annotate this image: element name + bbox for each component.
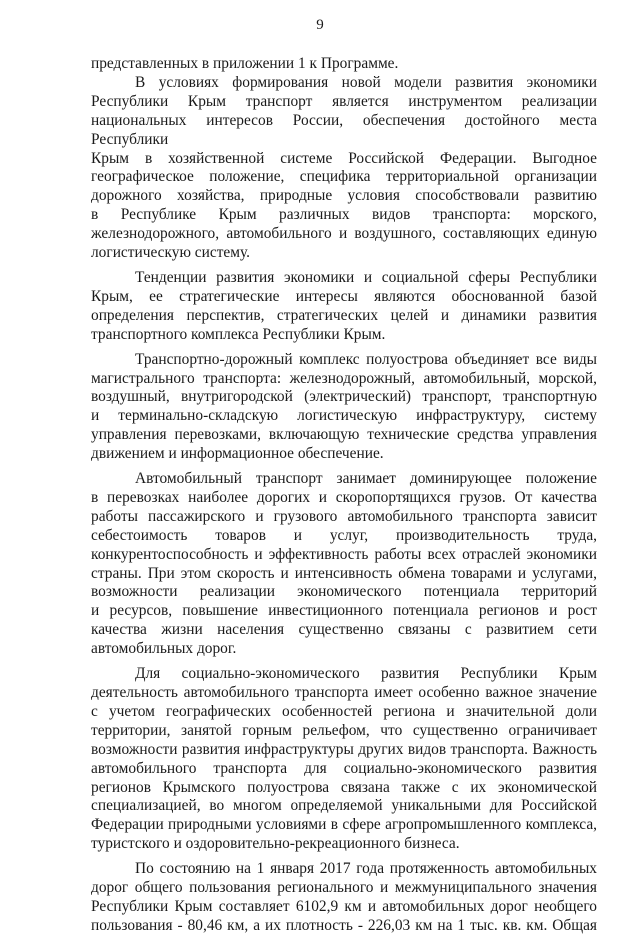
text-line: дорог общего пользования регионального и межмуниципального значения [91,879,597,897]
text-line: пользования - 80,46 км, а их плотность - 226,03 км на 1 тыс. кв. км. Общая [91,916,597,934]
text-line: воздушный, внутригородской (электрический) транспорт, транспортную [91,388,597,406]
text-line: определения перспектив, стратегических целей и динамики развития [91,306,597,324]
text-line: железнодорожного, автомобильного и воздушного, составляющих единую [91,225,597,243]
text-line: специализацией, во многом определяемой уникальными для Российской [91,797,597,815]
text-line: Автомобильный транспорт занимает доминирующее положение [135,470,597,488]
text-line: себестоимость товаров и услуг, производительность труда, [91,526,597,544]
text-line: Тенденции развития экономики и социальной сферы Республики [135,268,597,286]
text-line: и ресурсов, повышение инвестиционного потенциала регионов и рост [91,602,597,620]
text-line: Республики Крым транспорт является инструментом реализации [91,92,597,110]
paragraph [91,74,597,263]
text-line: туристского и оздоровительно-рекреационного бизнеса. [91,835,460,853]
text-line: в Республике Крым различных видов транспорта: морского, [91,206,597,224]
text-line: деятельность автомобильного транспорта имеет особенно важное значение [91,684,597,701]
text-line: магистрального транспорта: железнодорожный, автомобильный, морской, [91,369,597,387]
text-line: конкурентоспособность и эффективность работы всех отраслей экономики [91,545,597,563]
text-line: в перевозках наиболее дорогих и скоропортящихся грузов. От качества [91,488,597,506]
text-line: Федерации природными условиями в сфере агропромышленного комплекса, [91,816,597,834]
paragraph [91,55,597,74]
text-line: с учетом географических особенностей региона и значительной доли [91,702,597,720]
paragraph [91,269,597,345]
text-line: возможности развития инфраструктуры других видов транспорта. Важность [91,740,597,758]
document-body [91,55,597,936]
paragraph [91,351,597,464]
text-line: территории, занятой горным рельефом, что существенно ограничивает [91,721,597,739]
text-line: качества жизни населения существенно связаны с развитием сети [91,621,597,639]
text-line: регионов Крымского полуострова связана также с их экономической [91,778,597,796]
text-line: транспортного комплекса Республики Крым. [91,325,386,343]
text-line: По состоянию на 1 января 2017 года протяженность автомобильных [135,860,597,878]
text-line: В условиях формирования новой модели развития экономики [135,73,597,91]
text-line: национальных интересов России, обеспечения достойного места Республики [91,111,597,148]
text-line: дорожного хозяйства, природные условия способствовали развитию [91,187,597,205]
text-line: Крым, ее стратегические интересы являются обоснованной базой [91,287,597,305]
text-line: управления перевозками, включающую технические средства управления [91,426,597,444]
text-line: логистическую систему. [91,244,251,262]
text-line: автомобильных дорог. [91,640,237,658]
text-line: географическое положение, специфика территориальной организации [91,168,597,186]
paragraph [91,665,597,854]
text-line: Крым в хозяйственной системе Российской Федерации. Выгодное [91,149,597,167]
text-line: движением и информационное обеспечение. [91,445,384,463]
paragraph [91,860,597,936]
text-line: Республики Крым составляет 6102,9 км и автомобильных дорог необщего [91,897,597,915]
text-line: страны. При этом скорость и интенсивность обмена товарами и услугами, [91,564,597,582]
text-line: работы пассажирского и грузового автомобильного транспорта зависит [91,507,597,525]
text-line: и терминально-складскую логистическую инфраструктуру, систему [91,407,597,425]
text-line: Для социально-экономического развития Республики Крым [135,665,597,683]
paragraph [91,470,597,659]
text-line: возможности реализации экономического потенциала территорий [91,583,597,601]
text-line: Транспортно-дорожный комплекс полуострова объединяет все виды [135,350,597,368]
text-line: представленных в приложении 1 к Программе. [91,55,399,72]
text-line: автомобильного транспорта для социально-экономического развития [91,759,597,777]
page-number: 9 [316,17,324,33]
